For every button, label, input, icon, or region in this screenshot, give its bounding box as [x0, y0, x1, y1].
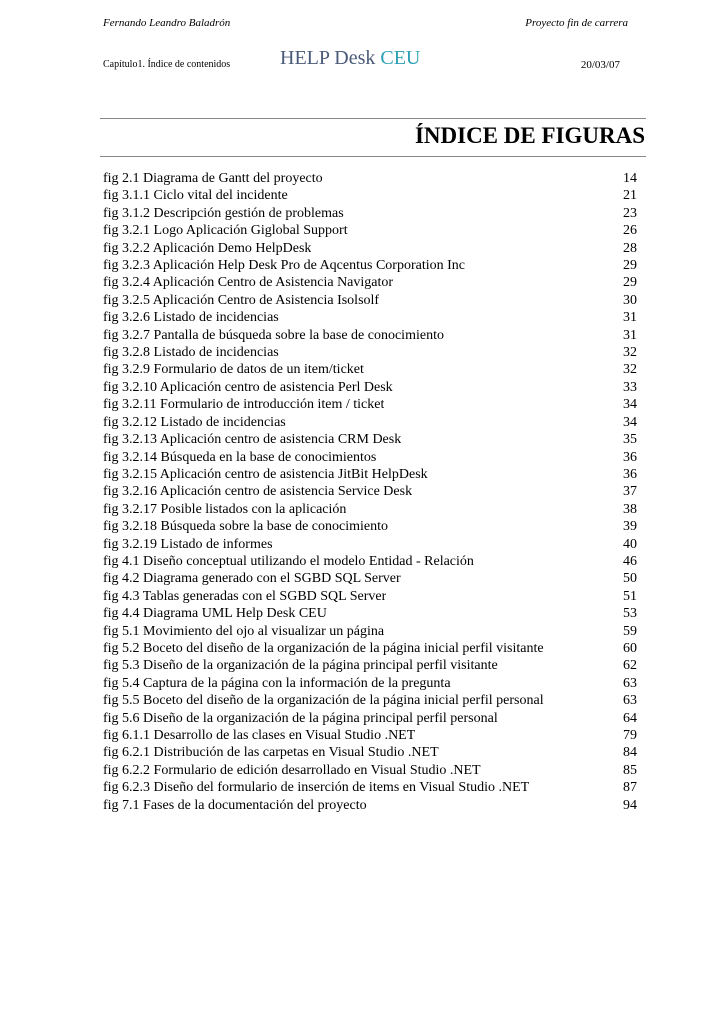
toc-entry-label: fig 3.2.12 Listado de incidencias: [103, 414, 286, 430]
toc-entry: [103, 396, 637, 413]
toc-entry: [103, 692, 637, 709]
toc-entry-label: fig 3.2.17 Posible listados con la aplicación: [103, 501, 347, 517]
toc-entry-page: 28: [623, 240, 637, 256]
toc-entry-label: fig 6.2.2 Formulario de edición desarrollado en Visual Studio .NET: [103, 762, 481, 778]
toc-entry-label: fig 5.5 Boceto del diseño de la organización de la página inicial perfil personal: [103, 693, 544, 709]
toc-entry: [103, 553, 637, 570]
toc-entry-label: fig 3.1.2 Descripción gestión de problemas: [103, 205, 344, 221]
toc-entry-label: fig 3.2.5 Aplicación Centro de Asistencia Isolsolf: [103, 292, 380, 308]
toc-entry-page: 36: [623, 466, 637, 482]
toc-entry-page: 39: [623, 519, 637, 535]
toc-entry: [103, 327, 637, 344]
toc-entry-page: 29: [623, 258, 637, 274]
toc-entry-label: fig 6.2.1 Distribución de las carpetas en Visual Studio .NET: [103, 745, 439, 761]
toc-entry-label: fig 3.2.10 Aplicación centro de asistencia Perl Desk: [103, 379, 393, 395]
toc-entry: [103, 640, 637, 657]
toc-entry-label: fig 3.2.2 Aplicación Demo HelpDesk: [103, 240, 312, 256]
logo-accent-text: CEU: [380, 47, 421, 69]
toc-entry: [103, 240, 637, 257]
toc-entry-label: fig 5.4 Captura de la página con la información de la pregunta: [103, 675, 451, 691]
toc-entry-page: 36: [623, 449, 637, 465]
toc-entry: [103, 762, 637, 779]
header-date: 20/03/07: [580, 59, 620, 71]
header-project: Proyecto fin de carrera: [525, 17, 628, 29]
toc-entry-label: fig 3.2.14 Búsqueda en la base de conocimientos: [103, 449, 377, 465]
toc-entry: [103, 414, 637, 431]
toc-entry-label: fig 2.1 Diagrama de Gantt del proyecto: [103, 171, 323, 186]
toc-entry: [103, 187, 637, 204]
toc-entry: [103, 483, 637, 500]
toc-entry-page: 46: [623, 553, 637, 569]
toc-entry: [103, 361, 637, 378]
toc-entry: [103, 797, 637, 814]
toc-entry-label: fig 3.2.6 Listado de incidencias: [103, 310, 279, 326]
toc-entry-page: 26: [623, 223, 637, 239]
toc-entry-page: 79: [623, 728, 637, 743]
toc-entry: [103, 623, 637, 640]
header-chapter: Capítulo1. Índice de contenidos: [103, 59, 231, 70]
toc-entry-label: fig 4.1 Diseño conceptual utilizando el modelo Entidad - Relación: [103, 553, 474, 569]
toc-entry-label: fig 5.1 Movimiento del ojo al visualizar un página: [103, 623, 385, 639]
toc-entry: [103, 309, 637, 326]
toc-entry-label: fig 6.1.1 Desarrollo de las clases en Visual Studio .NET: [103, 728, 416, 743]
toc-entry-label: fig 5.2 Boceto del diseño de la organización de la página inicial perfil visitante: [103, 640, 544, 656]
toc-entry: [103, 657, 637, 674]
toc-entry-page: 85: [623, 762, 637, 778]
toc-entry-label: fig 6.2.3 Diseño del formulario de inserción de items en Visual Studio .NET: [103, 780, 530, 796]
toc-entry-label: fig 3.2.13 Aplicación centro de asistencia CRM Desk: [103, 432, 402, 448]
toc-entry: [103, 222, 637, 239]
toc-entry-page: 87: [623, 780, 637, 796]
toc-entry-label: fig 4.2 Diagrama generado con el SGBD SQL Server: [103, 571, 401, 587]
toc-entry-page: 38: [623, 501, 637, 517]
toc-entry-page: 63: [623, 693, 637, 709]
toc-entry-page: 33: [623, 379, 637, 395]
toc-entry-page: 34: [623, 414, 637, 430]
title-rule-top: [100, 118, 646, 119]
toc-entry-page: 31: [623, 327, 637, 343]
toc-entry-page: 40: [623, 536, 637, 552]
toc-entry-label: fig 3.2.7 Pantalla de búsqueda sobre la base de conocimiento: [103, 327, 444, 343]
toc-entry-label: fig 3.2.8 Listado de incidencias: [103, 345, 279, 361]
toc-entry-page: 64: [623, 710, 637, 726]
toc-entry-label: fig 4.4 Diagrama UML Help Desk CEU: [103, 606, 327, 622]
toc-entry-page: 35: [623, 432, 637, 448]
toc-entry-label: fig 3.2.1 Logo Aplicación Giglobal Support: [103, 223, 348, 239]
toc-entry: [103, 779, 637, 796]
toc-entry: [103, 449, 637, 466]
toc-entry: [103, 536, 637, 553]
toc-entry-label: fig 4.3 Tablas generadas con el SGBD SQL Server: [103, 588, 387, 604]
toc-entry: [103, 431, 637, 448]
toc-entry-page: 32: [623, 362, 637, 378]
toc-entry: [103, 257, 637, 274]
toc-entry: [103, 675, 637, 692]
toc-entry-page: 94: [623, 797, 637, 813]
toc-entry: [103, 170, 637, 187]
toc-entry: [103, 727, 637, 744]
toc-entry-label: fig 7.1 Fases de la documentación del proyecto: [103, 797, 367, 813]
toc-entry: [103, 501, 637, 518]
toc-entry-label: fig 3.2.3 Aplicación Help Desk Pro de Aqcentus Corporation Inc: [103, 258, 465, 274]
toc-entry: [103, 605, 637, 622]
toc-entry-label: fig 5.6 Diseño de la organización de la página principal perfil personal: [103, 710, 498, 726]
toc-entry-label: fig 3.2.18 Búsqueda sobre la base de conocimiento: [103, 519, 388, 535]
toc-entry-page: 63: [623, 675, 637, 691]
toc-entry-page: 23: [623, 205, 637, 221]
toc-entry: [103, 274, 637, 291]
toc-entry-page: 53: [623, 606, 637, 622]
title-rule-bottom: [100, 156, 646, 157]
toc-entry-page: 29: [623, 275, 637, 291]
toc-entry-page: 50: [623, 571, 637, 587]
toc-entry: [103, 570, 637, 587]
toc-entry-page: 60: [623, 640, 637, 656]
header-author: Fernando Leandro Baladrón: [103, 17, 231, 29]
toc-entry: [103, 292, 637, 309]
toc-entry: [103, 205, 637, 222]
toc-entry-label: fig 5.3 Diseño de la organización de la página principal perfil visitante: [103, 658, 498, 674]
toc-entry-page: 59: [623, 623, 637, 639]
toc-entry-label: fig 3.2.19 Listado de informes: [103, 536, 273, 552]
header-logo: [280, 47, 420, 70]
toc-entry: [103, 710, 637, 727]
toc-entry-label: fig 3.2.15 Aplicación centro de asistencia JitBit HelpDesk: [103, 466, 428, 482]
toc-entry-page: 32: [623, 345, 637, 361]
toc-entry: [103, 344, 637, 361]
toc-entry-page: 31: [623, 310, 637, 326]
toc-entry: [103, 379, 637, 396]
toc-entry-page: 84: [623, 745, 637, 761]
toc-entry-page: 14: [623, 171, 637, 186]
toc-entry-label: fig 3.2.4 Aplicación Centro de Asistencia Navigator: [103, 275, 394, 291]
toc-entry-page: 30: [623, 292, 637, 308]
toc-entry: [103, 744, 637, 761]
toc-entry-label: fig 3.2.9 Formulario de datos de un item/ticket: [103, 362, 364, 378]
page-title: ÍNDICE DE FIGURAS: [414, 123, 645, 148]
toc-entry-page: 37: [623, 484, 637, 500]
toc-entry-label: fig 3.1.1 Ciclo vital del incidente: [103, 188, 288, 204]
toc-entry-label: fig 3.2.16 Aplicación centro de asistencia Service Desk: [103, 484, 413, 500]
toc-entry: [103, 588, 637, 605]
toc-entry-page: 51: [623, 588, 637, 604]
toc-entry: [103, 466, 637, 483]
toc-entry-label: fig 3.2.11 Formulario de introducción item / ticket: [103, 397, 385, 413]
figure-index-list: [103, 170, 637, 814]
toc-entry: [103, 518, 637, 535]
logo-main-text: HELP Desk: [280, 47, 381, 69]
toc-entry-page: 21: [623, 188, 637, 204]
toc-entry-page: 34: [623, 397, 637, 413]
toc-entry-page: 62: [623, 658, 637, 674]
